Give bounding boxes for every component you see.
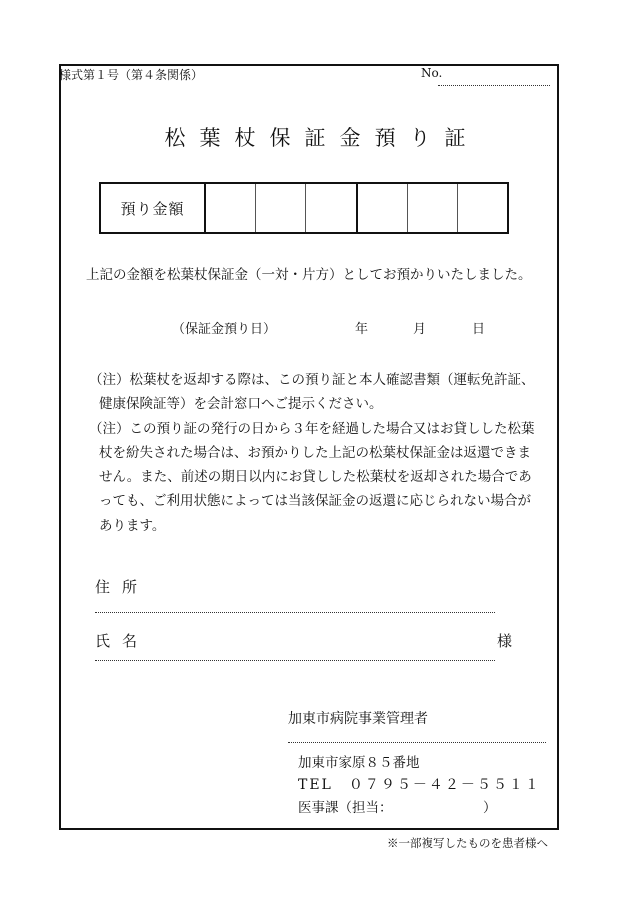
issuer-signature-line[interactable] — [288, 742, 546, 743]
number-field-line[interactable] — [438, 85, 550, 86]
issuer-tel: TEL ０７９５－４２－５５１１ — [298, 777, 541, 793]
issuer-title: 加東市病院事業管理者 — [288, 711, 428, 727]
amount-label: 預り金額 — [101, 184, 206, 232]
issuer-address: 加東市家原８５番地 — [298, 755, 420, 771]
address-field-line[interactable] — [95, 612, 495, 613]
issuer-dept-close: ） — [483, 800, 497, 816]
name-field-line[interactable] — [95, 660, 495, 661]
note-expiry — [89, 417, 564, 538]
deposit-date-label: （保証金預り日） — [172, 322, 277, 337]
amount-cell[interactable] — [358, 184, 408, 232]
note-line: 健康保険証等）を会計窓口へご提示ください。 — [99, 396, 383, 413]
note-line: 杖を紛失された場合は、お預かりした上記の松葉杖保証金は返還できま — [99, 444, 531, 461]
amount-cells — [206, 184, 507, 232]
amount-cell[interactable] — [256, 184, 306, 232]
year-label: 年 — [355, 322, 369, 337]
note-line: せん。また、前述の期日以内にお貸しした松葉杖を返却された場合であ — [99, 469, 532, 486]
address-label: 住所 — [95, 578, 150, 596]
copy-footnote: ※一部複写したものを患者様へ — [387, 836, 548, 850]
note-line: （注）この預り証の発行の日から３年を経過した場合又はお貸しした松葉 — [89, 420, 535, 437]
note-line: あります。 — [99, 517, 166, 534]
note-return — [89, 368, 564, 417]
amount-cell[interactable] — [306, 184, 357, 232]
month-label: 月 — [413, 322, 427, 337]
notes-section — [89, 368, 564, 538]
form-number: 様式第１号（第４条関係） — [59, 68, 204, 82]
note-line: （注）松葉杖を返却する際は、この預り証と本人確認書類（運転免許証、 — [89, 372, 535, 388]
page-title: 松葉杖保証金預り証 — [164, 126, 480, 150]
amount-box — [99, 182, 509, 234]
day-label: 日 — [472, 322, 486, 337]
deposit-statement: 上記の金額を松葉杖保証金（一対・片方）としてお預かりいたしました。 — [86, 267, 532, 283]
issuer-dept: 医事課（担当： — [298, 800, 393, 816]
name-label: 氏名 — [95, 632, 150, 650]
note-line: っても、ご利用状態によっては当該保証金の返還に応じられない場合が — [99, 493, 531, 510]
amount-cell[interactable] — [458, 184, 507, 232]
amount-cell[interactable] — [408, 184, 458, 232]
name-suffix: 様 — [497, 632, 513, 650]
number-label: No. — [421, 66, 443, 80]
amount-cell[interactable] — [206, 184, 256, 232]
